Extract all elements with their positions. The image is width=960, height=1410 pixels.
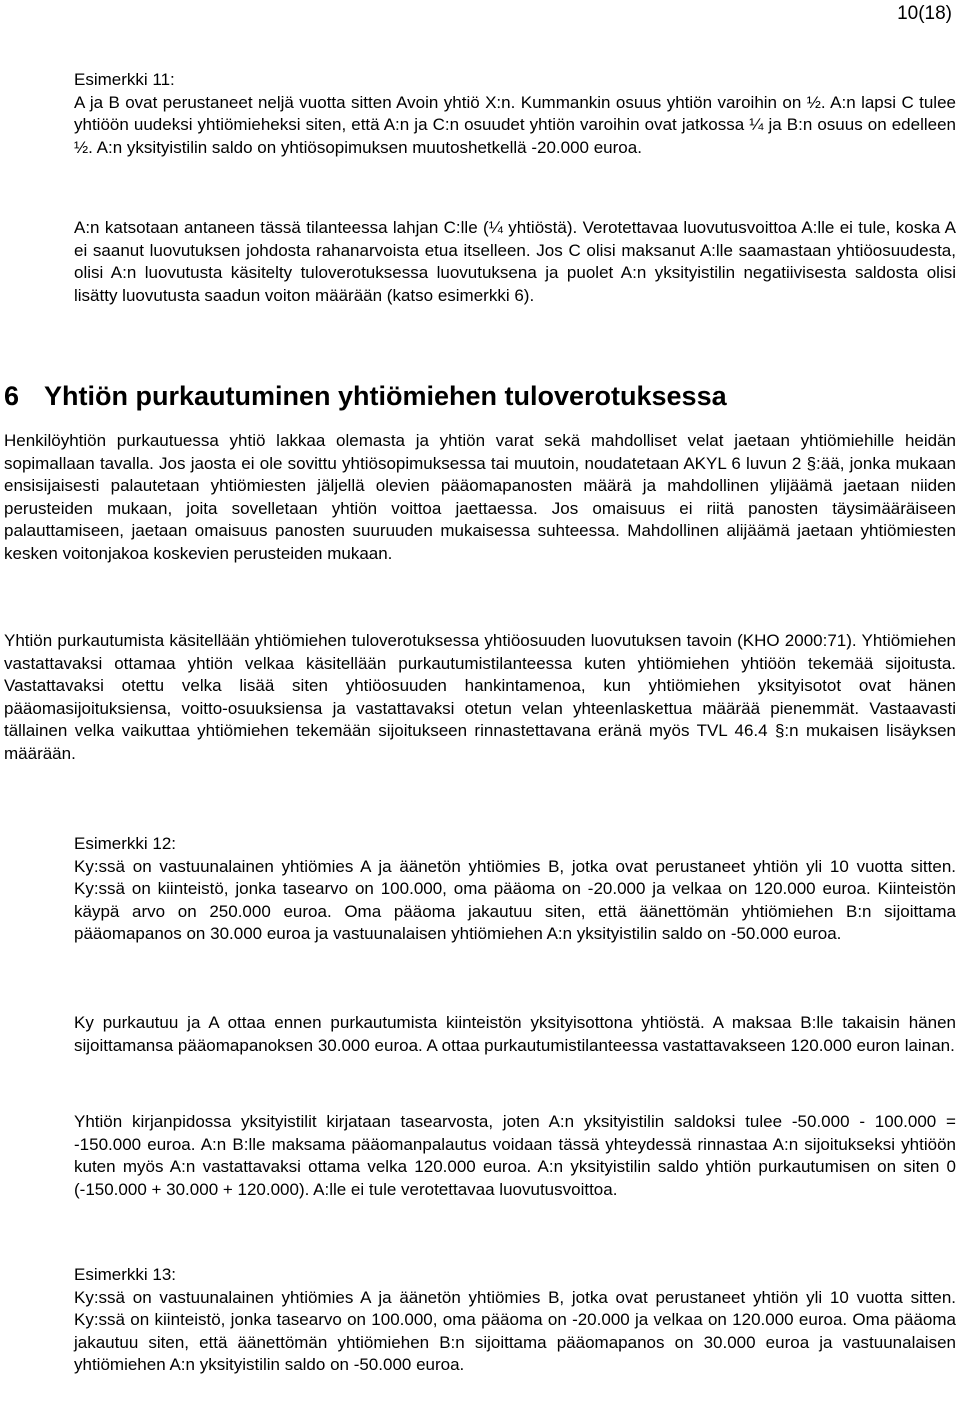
example-12-paragraph-1: Ky:ssä on vastuunalainen yhtiömies A ja äänetön yhtiömies B, jotka ovat perustaneet yhtiön yli 10 vuotta sitten. Ky:ssä on kiinteistö, jonka tasearvo on 100.000, oma pääoma on -20.000 ja velkaa on 120.000 euroa. Kiinteistön käypä arvo on 250.000 euroa. Oma pääoma jakautuu siten, että äänettömän yhtiömiehen B:n sijoittama pääomapanos on 30.000 euroa ja vastuunalaisen yhtiömiehen A:n yksityistilin saldo on -50.000 euroa. (74, 856, 956, 944)
example-13-paragraph-1: Ky:ssä on vastuunalainen yhtiömies A ja äänetön yhtiömies B, jotka ovat perustaneet yhtiön yli 10 vuotta sitten. Ky:ssä on kiinteistö, jonka tasearvo on 100.000, oma pääoma on -20.000 ja velkaa on 120.000 euroa. Oma pääoma jakautuu siten, että äänettömän yhtiömiehen B:n sijoittama pääomapanos on 30.000 euroa ja vastuunalaisen yhtiömiehen A:n yksityistilin saldo on -50.000 euroa. (74, 1287, 956, 1375)
section-title: Yhtiön purkautuminen yhtiömiehen tuloverotuksessa (44, 381, 727, 411)
example-11-paragraph-1: A ja B ovat perustaneet neljä vuotta sitten Avoin yhtiö X:n. Kummankin osuus yhtiön varoihin on ½. A:n lapsi C tulee yhtiöön uudeksi yhtiömieheksi siten, että A:n ja C:n osuudet yhtiön varoihin ovat jatkossa ¼ ja B:n osuus on edelleen ½. A:n yksityistilin saldo on yhtiösopimuksen muutoshetkellä -20.000 euroa. (74, 92, 956, 157)
section-paragraph-2: Yhtiön purkautumista käsitellään yhtiömiehen tuloverotuksessa yhtiöosuuden luovutuksen tavoin (KHO 2000:71). Yhtiömiehen vastattavaksi ottamaa yhtiön velkaa käsitellään purkautumistilanteessa kuten yhtiömiehen yhtiöön tekemää sijoitusta. Vastattavaksi otettu velka lisää siten yhtiöosuuden hankintamenoa, kun yhtiömiehen yksityisotot ovat hänen pääomasijoituksiensa, voitto-osuuksiensa ja vastattavaksi otetun velan yhteenlaskettua määrää pienemmät. Vastaavasti tällainen velka vaikuttaa yhtiömiehen tekemään sijoitukseen rinnastettavana eränä myös TVL 46.4 §:n mukaisen lisäyksen määrään. (4, 631, 956, 763)
example-13-heading: Esimerkki 13: (74, 1265, 177, 1284)
section-paragraph-1: Henkilöyhtiön purkautuessa yhtiö lakkaa olemasta ja yhtiön varat sekä mahdolliset velat jaetaan yhtiömiehille heidän sopimallaan tavalla. Jos jaosta ei ole sovittu yhtiösopimuksessa tai muutoin, noudatetaan AKYL 6 luvun 2 §:ää, jonka mukaan ensisijaisesti palautetaan yhtiömiesten jäljellä olevien pääomapanosten määrä ja mahdollinen ylijäämä jaetaan niiden perusteiden mukaan, joita sovelletaan yhtiön voittoa jaettaessa. Jos omaisuus ei riitä panosten täysimääräiseen palauttamiseen, jaetaan omaisuus panosten suuruuden mukaisessa suhteessa. Mahdollinen alijäämä jaetaan yhtiömiesten kesken voitonjakoa koskevien perusteiden mukaan. (4, 431, 956, 563)
example-11-paragraph-2: A:n katsotaan antaneen tässä tilanteessa lahjan C:lle (¼ yhtiöstä). Verotettavaa luovutusvoittoa A:lle ei tule, koska A ei saanut luovutuksen johdosta rahanarvoista etua itselleen. Jos C olisi maksanut A:lle saamastaan yhtiöosuudesta, olisi A:n luovutusta käsitelty tuloverotuksessa luovutuksena ja puolet A:n yksityistilin negatiivisesta saldosta olisi lisätty luovutusta saadun voiton määrään (katso esimerkki 6). (74, 218, 956, 305)
example-11-heading: Esimerkki 11: (74, 70, 175, 89)
example-12 (74, 833, 956, 946)
example-12-paragraph-2: Ky purkautuu ja A ottaa ennen purkautumista kiinteistön yksityisottona yhtiöstä. A maksaa B:lle takaisin hänen sijoittamansa pääomapanoksen 30.000 euroa. A ottaa purkautumistilanteessa vastattavakseen 120.000 euron lainan. (74, 1013, 956, 1055)
example-13 (74, 1264, 956, 1377)
section-number: 6 (4, 381, 20, 411)
example-12-paragraph-3: Yhtiön kirjanpidossa yksityistilit kirjataan tasearvosta, joten A:n yksityistilin saldoksi tulee -50.000 - 100.000 = -150.000 euroa. A:n B:lle maksama pääomanpalautus voidaan tässä yhteydessä rinnastaa A:n sijoitukseksi yhtiöön kuten myös A:n vastattavaksi ottama velka 120.000 euroa. A:n yksityistilin saldo yhtiön purkautumisen on siten 0 (-150.000 + 30.000 + 120.000). A:lle ei tule verotettavaa luovutusvoittoa. (74, 1112, 956, 1199)
section-heading (4, 379, 727, 413)
example-12-heading: Esimerkki 12: (74, 834, 177, 853)
example-11 (74, 69, 956, 159)
page-number: 10(18) (897, 3, 952, 24)
